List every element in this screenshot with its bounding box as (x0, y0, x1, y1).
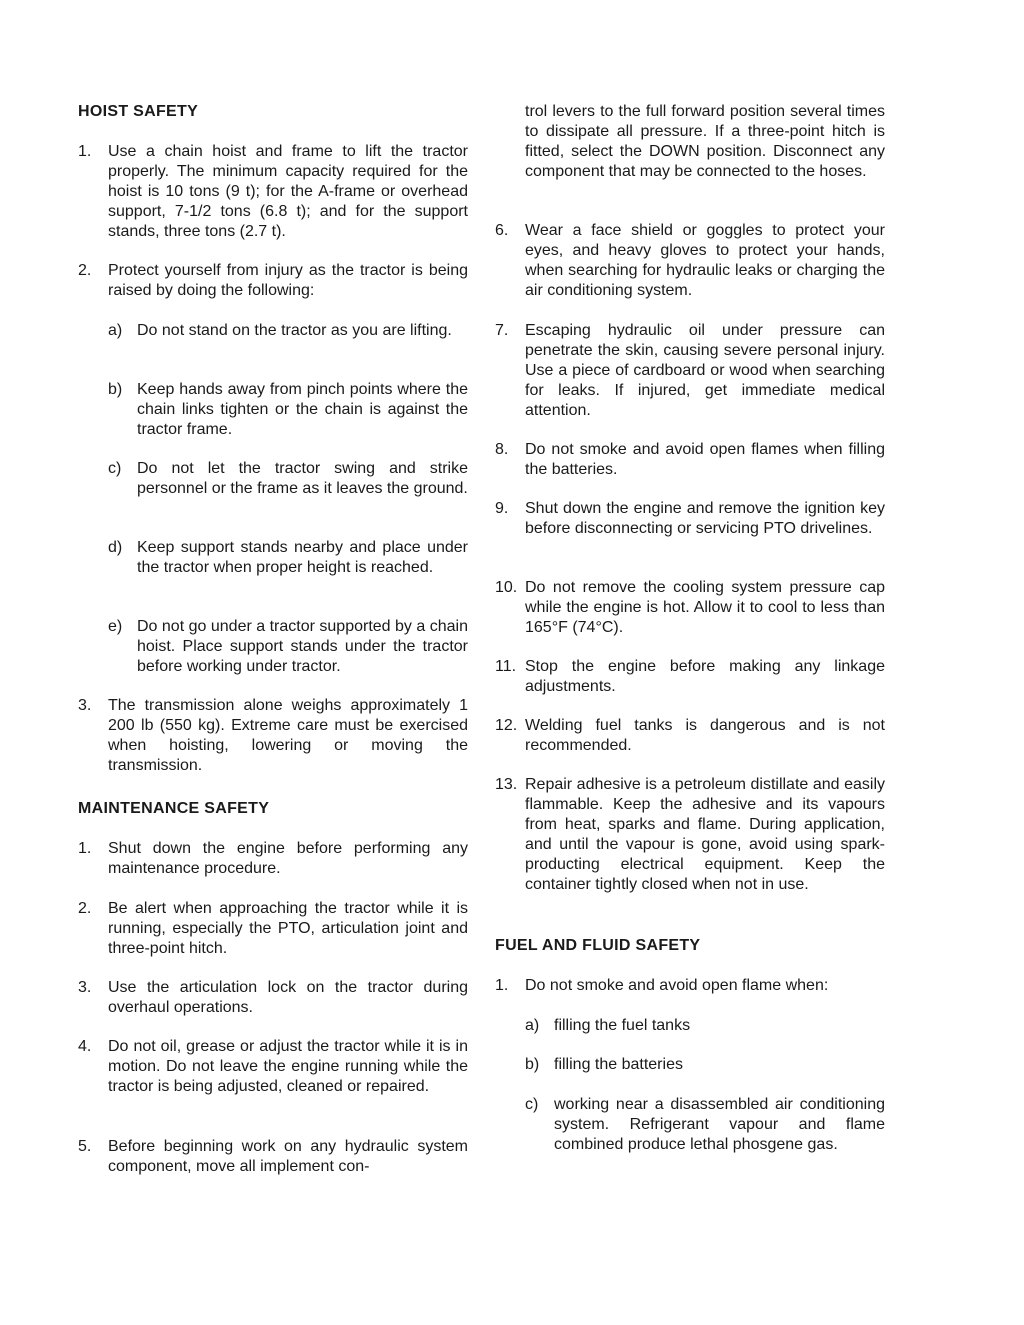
maintenance-item-1 (78, 839, 468, 879)
item-number: 9. (495, 500, 509, 517)
maintenance-item-11 (495, 657, 885, 697)
item-number: 11. (495, 658, 517, 675)
maintenance-item-12 (495, 716, 885, 756)
hoist-item-2 (78, 261, 468, 301)
hoist-subitem-d (108, 538, 468, 578)
subitem-text: Do not go under a tractor supported by a chain hoist. Place support stands under the tractor before working under tractor. (137, 618, 468, 675)
hoist-safety-heading: HOIST SAFETY (78, 103, 199, 120)
item-text: Be alert when approaching the tractor while it is running, especially the PTO, articulation joint and three-point hitch. (108, 900, 468, 957)
item-text: The transmission alone weighs approximately 1 200 lb (550 kg). Extreme care must be exercised when hoisting, lowering or moving the transmission. (108, 697, 468, 774)
hoist-item-1 (78, 142, 468, 242)
item-text: Do not oil, grease or adjust the tractor while it is in motion. Do not leave the engine running while the tractor is being adjusted, cleaned or repaired. (108, 1038, 468, 1095)
maintenance-item-7 (495, 321, 885, 421)
hoist-subitem-b (108, 380, 468, 440)
subitem-label: d) (108, 539, 123, 556)
maintenance-item-5-continued (495, 102, 885, 182)
fuel-subitem-b (525, 1055, 885, 1075)
item-text: Welding fuel tanks is dangerous and is not recommended. (525, 717, 885, 754)
item-number: 1. (495, 977, 509, 994)
subitem-label: c) (525, 1096, 539, 1113)
maintenance-item-5 (78, 1137, 468, 1177)
item-number: 2. (78, 262, 92, 279)
subitem-label: b) (525, 1056, 540, 1073)
item-number: 3. (78, 697, 92, 714)
subitem-label: a) (108, 322, 123, 339)
item-number: 3. (78, 979, 92, 996)
maintenance-item-9 (495, 499, 885, 539)
subitem-text: Keep support stands nearby and place under the tractor when proper height is reached. (137, 539, 468, 576)
maintenance-item-8 (495, 440, 885, 480)
item-text: Escaping hydraulic oil under pressure can penetrate the skin, causing severe personal injury. Use a piece of cardboard or wood when searching for leaks. If injured, get immediate medical attention. (525, 322, 885, 419)
item-number: 7. (495, 322, 509, 339)
item-text: Do not smoke and avoid open flame when: (525, 977, 829, 994)
subitem-label: c) (108, 460, 122, 477)
item-text: Do not remove the cooling system pressure cap while the engine is hot. Allow it to cool to less than 165°F (74°C). (525, 579, 885, 636)
maintenance-item-4 (78, 1037, 468, 1097)
fuel-subitem-a (525, 1016, 885, 1036)
item-text: trol levers to the full forward position several times to dissipate all pressure. If a three-point hitch is fitted, select the DOWN position. Disconnect any component that may be connected to the hoses. (525, 103, 885, 180)
item-number: 1. (78, 840, 92, 857)
item-text: Shut down the engine before performing any maintenance procedure. (108, 840, 468, 877)
item-text: Protect yourself from injury as the tractor is being raised by doing the following: (108, 262, 468, 299)
fuel-item-1 (495, 976, 885, 996)
item-number: 5. (78, 1138, 92, 1155)
item-text: Do not smoke and avoid open flames when filling the batteries. (525, 441, 885, 478)
fuel-fluid-safety-heading: FUEL AND FLUID SAFETY (495, 937, 701, 954)
item-number: 2. (78, 900, 92, 917)
item-number: 10. (495, 579, 518, 596)
subitem-text: working near a disassembled air conditioning system. Refrigerant vapour and flame combined produce lethal phosgene gas. (554, 1096, 885, 1153)
item-text: Stop the engine before making any linkage adjustments. (525, 658, 885, 695)
item-text: Wear a face shield or goggles to protect your eyes, and heavy gloves to protect your hands, when searching for hydraulic leaks or charging the air conditioning system. (525, 222, 885, 299)
item-number (495, 102, 525, 182)
maintenance-item-13 (495, 775, 885, 894)
maintenance-item-10 (495, 578, 885, 638)
item-text: Repair adhesive is a petroleum distillate and easily flammable. Keep the adhesive and its vapours from heat, sparks and flame. During application, and until the vapour is gone, avoid using spark-producting electrical equipment. Keep the container tightly closed when not in use. (525, 776, 885, 893)
subitem-label: b) (108, 381, 123, 398)
item-number: 8. (495, 441, 509, 458)
hoist-subitem-a (108, 321, 468, 341)
item-number: 1. (78, 143, 92, 160)
item-text: Use a chain hoist and frame to lift the tractor properly. The minimum capacity required for the hoist is 10 tons (9 t); for the A-frame or overhead support, 7-1/2 tons (6.8 t); and for the support stands, three tons (2.7 t). (108, 143, 468, 240)
item-number: 6. (495, 222, 509, 239)
hoist-subitem-c (108, 459, 468, 499)
subitem-text: filling the fuel tanks (554, 1017, 691, 1034)
hoist-subitem-e (108, 617, 468, 677)
maintenance-item-6 (495, 221, 885, 301)
item-number: 4. (78, 1038, 92, 1055)
fuel-subitem-c (525, 1095, 885, 1155)
subitem-label: a) (525, 1017, 540, 1034)
maintenance-item-2 (78, 899, 468, 959)
subitem-text: Do not let the tractor swing and strike personnel or the frame as it leaves the ground. (137, 460, 468, 497)
maintenance-safety-heading: MAINTENANCE SAFETY (78, 800, 270, 817)
subitem-text: filling the batteries (554, 1056, 683, 1073)
subitem-text: Keep hands away from pinch points where the chain links tighten or the chain is against the tractor frame. (137, 381, 468, 438)
item-number: 13. (495, 776, 518, 793)
item-text: Before beginning work on any hydraulic system component, move all implement con- (108, 1138, 468, 1175)
subitem-text: Do not stand on the tractor as you are lifting. (137, 322, 452, 339)
item-number: 12. (495, 717, 518, 734)
item-text: Use the articulation lock on the tractor during overhaul operations. (108, 979, 468, 1016)
maintenance-item-3 (78, 978, 468, 1018)
subitem-label: e) (108, 618, 123, 635)
hoist-item-3 (78, 696, 468, 776)
item-text: Shut down the engine and remove the ignition key before disconnecting or servicing PTO drivelines. (525, 500, 885, 537)
